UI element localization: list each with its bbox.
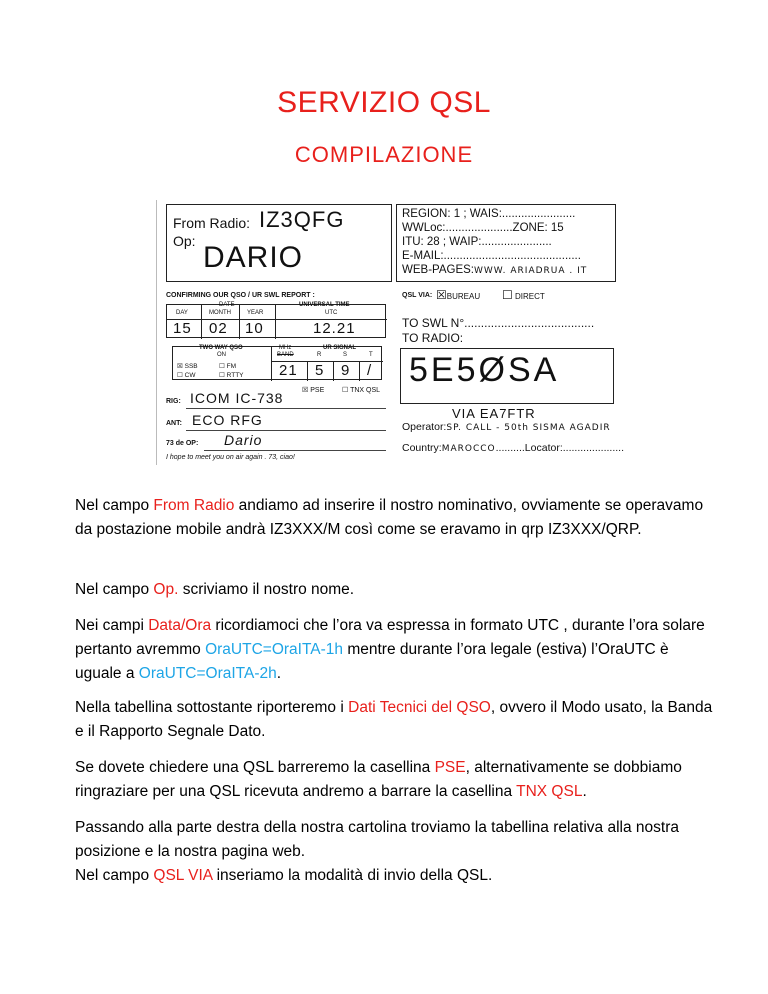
month-value: 02	[209, 320, 228, 337]
paragraph-data-ora: Nei campi Data/Ora ricordiamoci che l’ora va espressa in formato UTC , durante l’ora solare pertanto avremmo OraUTC=OraITA-1h mentre durante l’ora legale (estiva) l’OraUTC è uguale a OraUTC=OraITA-2h.	[75, 617, 705, 682]
op-label: Op:	[173, 233, 196, 249]
from-radio-label: From Radio:	[173, 215, 251, 231]
to-radio-label: TO RADIO:	[402, 331, 464, 345]
to-radio-value: 5E5ØSA	[409, 351, 560, 389]
utc-label: UTC	[325, 310, 338, 316]
date-time-table	[166, 304, 386, 338]
two-way-label: TWO WAY QSO	[199, 345, 243, 351]
on-label: ON	[217, 352, 226, 358]
ssb-option: ☒ SSB	[177, 363, 198, 370]
tnx-qsl-option: ☐ TNX QSL	[342, 387, 381, 394]
date-label: DATE	[219, 302, 235, 308]
op73-label: 73 de OP:	[166, 440, 199, 447]
card-footer: I hope to meet you on air again . 73, ciao!	[166, 454, 295, 461]
operator-line: Operator:SP. CALL - 50th SISMA AGADIR	[402, 421, 611, 433]
day-label: DAY	[176, 310, 188, 316]
op-value: DARIO	[203, 241, 304, 274]
paragraph-qsl-via: Nel campo QSL VIA inseriamo la modalità di invio della QSL.	[75, 867, 493, 884]
cw-option: ☐ CW	[177, 372, 196, 379]
webpages-value: WWW. ARIADRUA . IT	[474, 266, 588, 276]
page-title: SERVIZIO QSL	[277, 86, 491, 119]
to-swl-line: TO SWL N°.......................................	[402, 316, 595, 330]
fm-option: ☐ FM	[219, 363, 237, 370]
t-label: T	[369, 352, 373, 358]
region-box	[396, 204, 616, 282]
ant-label: ANT:	[166, 420, 182, 427]
pse-option: ☒ PSE	[302, 387, 325, 394]
utc-title: UNIVERSAL TIME	[299, 302, 350, 308]
from-radio-box	[166, 204, 392, 282]
band-label: BAND	[277, 352, 294, 358]
wwloc-line: WWLoc:.....................ZONE: 15	[402, 222, 564, 234]
direct-option: ☐ DIRECT	[502, 288, 545, 302]
year-value: 10	[245, 320, 264, 337]
qsl-card-image	[160, 200, 630, 475]
webpages-label: WEB-PAGES:	[402, 264, 474, 276]
confirming-label: CONFIRMING OUR QSO / UR SWL REPORT :	[166, 292, 315, 299]
qsl-via-label: QSL VIA:	[402, 292, 433, 299]
rig-value: ICOM IC-738	[190, 390, 284, 406]
country-line: Country:MAROCCO..........Locator:.....................	[402, 442, 624, 454]
ur-signal-label: UR SIGNAL	[323, 345, 356, 351]
time-value: 12.21	[313, 320, 356, 337]
paragraph-from-radio: Nel campo From Radio andiamo ad inserire il nostro nominativo, ovviamente se operavamo da postazione mobile andrà IZ3XXX/M così come se eravamo in qrp IZ3XXX/QRP.	[75, 497, 704, 538]
month-label: MONTH	[209, 310, 231, 316]
rig-label: RIG:	[166, 398, 181, 405]
email-line: E-MAIL:...........................................	[402, 250, 581, 262]
r-value: 5	[315, 362, 325, 379]
rtty-option: ☐ RTTY	[219, 372, 244, 379]
paragraph-right-side: Passando alla parte destra della nostra cartolina troviamo la tabellina relativa alla nostra posizione e la nostra pagina web.	[75, 819, 679, 860]
op73-signature: Dario	[224, 432, 263, 448]
from-radio-value: IZ3QFG	[259, 207, 345, 232]
mhz-label: MHz	[279, 345, 292, 351]
day-value: 15	[173, 320, 192, 337]
page-subtitle: COMPILAZIONE	[294, 142, 474, 167]
paragraph-dati-tecnici: Nella tabellina sottostante riporteremo i Dati Tecnici del QSO, ovvero il Modo usato, la Banda e il Rapporto Segnale Dato.	[75, 699, 713, 740]
to-radio-box	[400, 348, 614, 404]
itu-line: ITU: 28 ; WAIP:......................	[402, 236, 552, 248]
band-value: 21	[279, 362, 298, 379]
paragraph-pse: Se dovete chiedere una QSL barreremo la casellina PSE, alternativamente se dobbiamo ringraziare per una QSL ricevuta andremo a barrare la casellina TNX QSL.	[75, 759, 682, 800]
bureau-option: ☒BUREAU	[436, 288, 481, 302]
webpages-line	[402, 264, 587, 276]
ant-value: ECO RFG	[192, 412, 263, 428]
r-label: R	[317, 352, 322, 358]
via-value: VIA EA7FTR	[452, 406, 536, 421]
t-value: /	[367, 362, 373, 379]
mode-signal-table	[172, 346, 382, 380]
paragraph-op: Nel campo Op. scriviamo il nostro nome.	[75, 581, 355, 598]
s-value: 9	[341, 362, 351, 379]
year-label: YEAR	[247, 310, 264, 316]
region-line: REGION: 1 ; WAIS:.......................	[402, 208, 576, 220]
s-label: S	[343, 352, 348, 358]
